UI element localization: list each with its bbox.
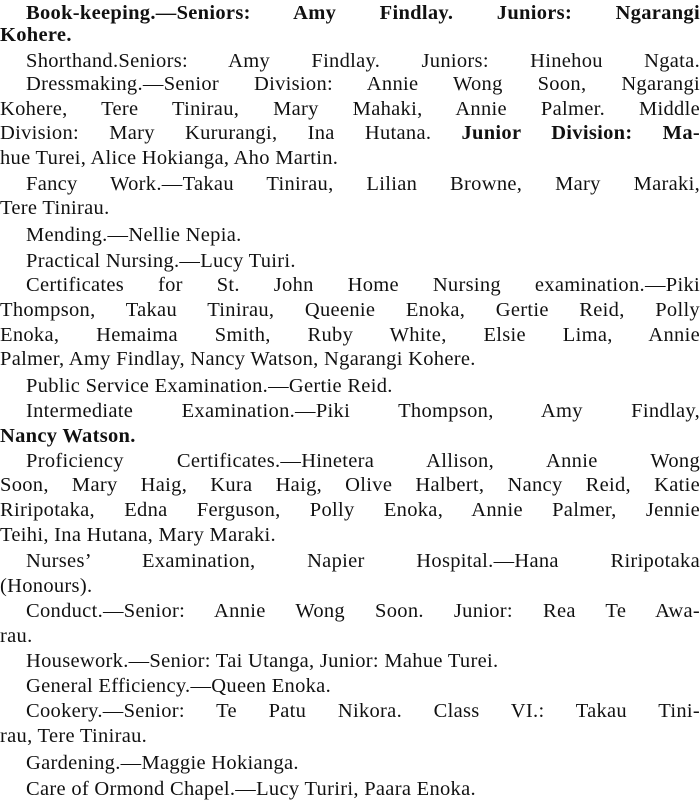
text-line: Kohere. xyxy=(0,24,72,46)
text-line: Nurses’ Examination, Napier Hospital.—Hana Riripotaka xyxy=(26,550,700,572)
text-line: Care of Ormond Chapel.—Lucy Turiri, Paara Enoka. xyxy=(26,778,476,800)
text-line: Certificates for St. John Home Nursing examination.—Piki xyxy=(26,274,700,296)
text-line: Kohere, Tere Tinirau, Mary Mahaki, Annie Palmer. Middle xyxy=(0,98,700,120)
text-line: Fancy Work.—Takau Tinirau, Lilian Browne, Mary Maraki, xyxy=(26,173,700,195)
text-line: Soon, Mary Haig, Kura Haig, Olive Halbert, Nancy Reid, Katie xyxy=(0,474,700,496)
text-line: Enoka, Hemaima Smith, Ruby White, Elsie Lima, Annie xyxy=(0,324,700,346)
text-line: Practical Nursing.—Lucy Tuiri. xyxy=(26,250,296,272)
text-line: Nancy Watson. xyxy=(0,425,136,447)
text-line: rau. xyxy=(0,625,33,647)
text-line: Shorthand.Seniors: Amy Findlay. Juniors: Hinehou Ngata. xyxy=(26,50,700,72)
text-line: Thompson, Takau Tinirau, Queenie Enoka, Gertie Reid, Polly xyxy=(0,299,700,321)
text-line: Intermediate Examination.—Piki Thompson, Amy Findlay, xyxy=(26,400,700,422)
text-line: Mending.—Nellie Nepia. xyxy=(26,224,242,246)
text-line: Book-keeping.—Seniors: Amy Findlay. Juniors: Ngarangi xyxy=(26,2,700,24)
text-line: Conduct.—Senior: Annie Wong Soon. Junior: Rea Te Awa- xyxy=(26,600,700,622)
text-line: Proficiency Certificates.—Hinetera Allison, Annie Wong xyxy=(26,450,700,472)
text-line: (Honours). xyxy=(0,575,93,597)
text-line: Dressmaking.—Senior Division: Annie Wong Soon, Ngarangi xyxy=(26,73,700,95)
text-line: Public Service Examination.—Gertie Reid. xyxy=(26,375,393,397)
text-line: General Efficiency.—Queen Enoka. xyxy=(26,675,332,697)
text-line: Teihi, Ina Hutana, Mary Maraki. xyxy=(0,524,276,546)
text-line: Housework.—Senior: Tai Utanga, Junior: Mahue Turei. xyxy=(26,650,499,672)
text-line: Tere Tinirau. xyxy=(0,197,110,219)
text-line: Riripotaka, Edna Ferguson, Polly Enoka, Annie Palmer, Jennie xyxy=(0,499,700,521)
text-line: Cookery.—Senior: Te Patu Nikora. Class VI.: Takau Tini- xyxy=(26,700,700,722)
text-line: hue Turei, Alice Hokianga, Aho Martin. xyxy=(0,147,339,169)
text-line: Division: Mary Kururangi, Ina Hutana. Junior Division: Ma- xyxy=(0,122,700,144)
text-line: Gardening.—Maggie Hokianga. xyxy=(26,752,299,774)
text-line: Palmer, Amy Findlay, Nancy Watson, Ngarangi Kohere. xyxy=(0,348,476,370)
text-line: rau, Tere Tinirau. xyxy=(0,725,148,747)
